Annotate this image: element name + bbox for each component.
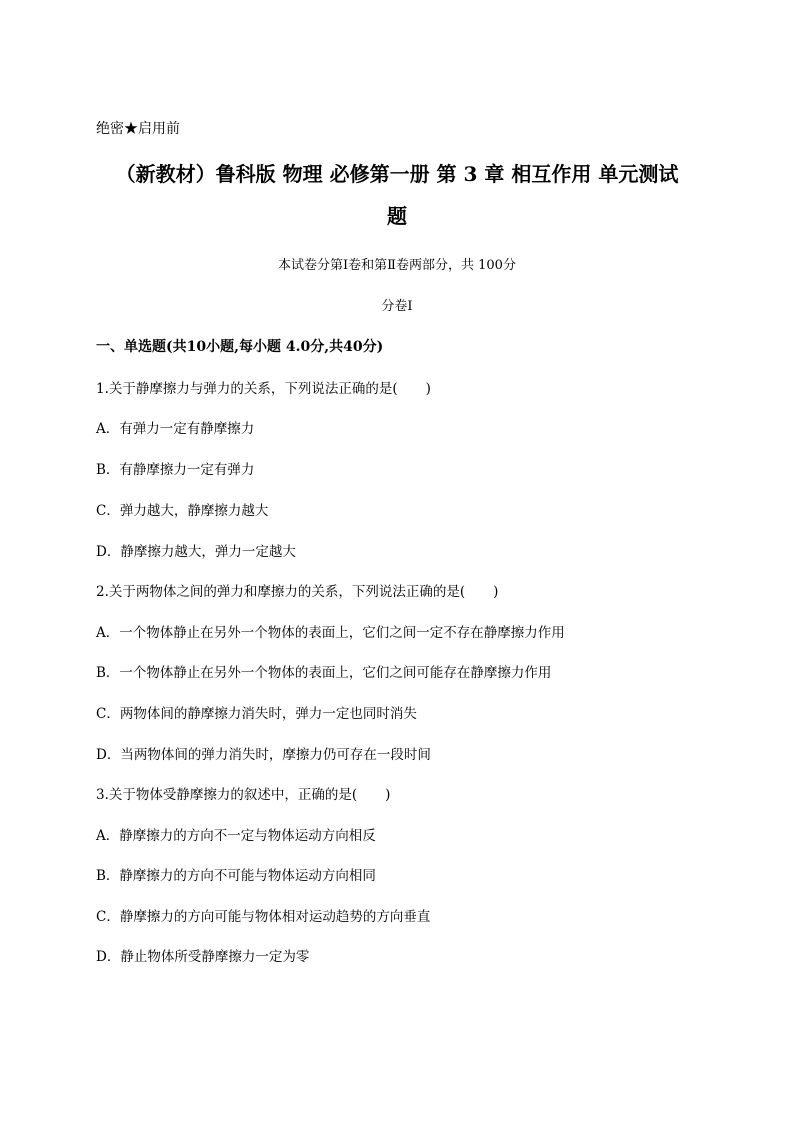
question-close-paren: ) <box>425 381 431 397</box>
confidential-label: 绝密★启用前 <box>96 121 180 137</box>
question-2-option-b: B．一个物体静止在另外一个物体的表面上，它们之间可能存在静摩擦力作用 <box>96 665 552 681</box>
question-2-stem <box>96 583 498 601</box>
document-title-line-2: 题 <box>387 204 407 228</box>
question-2-option-d: D．当两物体间的弹力消失时，摩擦力仍可存在一段时间 <box>96 747 431 763</box>
question-stem-text: 1.关于静摩擦力与弹力的关系，下列说法正确的是( <box>96 381 398 397</box>
question-1-stem <box>96 380 431 398</box>
section-heading: 一、单选题(共10小题,每小题 4.0分,共40分) <box>96 339 384 355</box>
volume-label: 分卷I <box>381 299 413 314</box>
exam-info: 本试卷分第Ⅰ卷和第Ⅱ卷两部分，共 100分 <box>278 258 516 273</box>
question-1-option-a: A．有弹力一定有静摩擦力 <box>96 421 255 437</box>
question-3-option-b: B．静摩擦力的方向不可能与物体运动方向相同 <box>96 868 376 884</box>
question-close-paren: ) <box>493 584 499 600</box>
document-title-line-1: （新教材）鲁科版 物理 必修第一册 第 3 章 相互作用 单元测试 <box>115 162 679 186</box>
question-close-paren: ) <box>385 787 391 803</box>
question-2-option-a: A．一个物体静止在另外一个物体的表面上，它们之间一定不存在静摩擦力作用 <box>96 625 565 641</box>
question-3-option-c: C．静摩擦力的方向可能与物体相对运动趋势的方向垂直 <box>96 909 431 925</box>
question-2-option-c: C．两物体间的静摩擦力消失时，弹力一定也同时消失 <box>96 706 417 722</box>
question-3-stem <box>96 786 390 804</box>
question-3-option-a: A．静摩擦力的方向不一定与物体运动方向相反 <box>96 828 376 844</box>
question-1-option-d: D．静摩擦力越大，弹力一定越大 <box>96 544 296 560</box>
question-1-option-b: B．有静摩擦力一定有弹力 <box>96 462 255 478</box>
question-1-option-c: C．弹力越大，静摩擦力越大 <box>96 503 269 519</box>
question-3-option-d: D．静止物体所受静摩擦力一定为零 <box>96 949 310 965</box>
question-stem-text: 2.关于两物体之间的弹力和摩擦力的关系，下列说法正确的是( <box>96 584 466 600</box>
question-stem-text: 3.关于物体受静摩擦力的叙述中，正确的是( <box>96 787 358 803</box>
